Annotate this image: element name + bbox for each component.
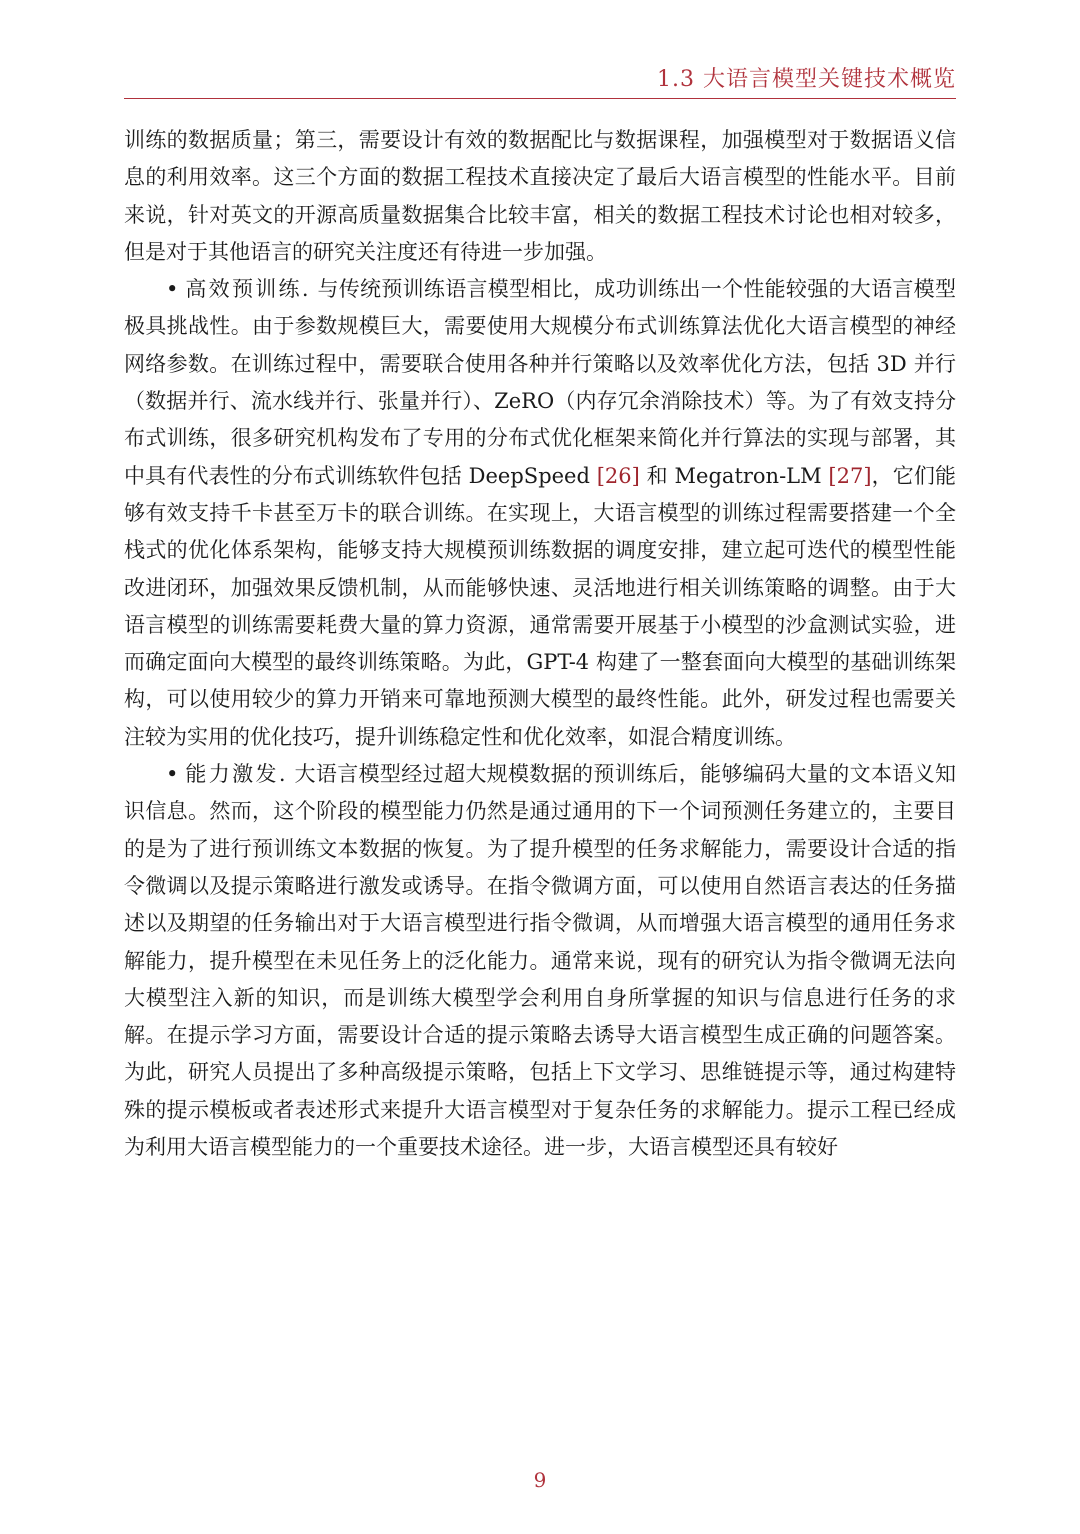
paragraph-capability-elicitation <box>124 756 956 1166</box>
paragraph-text: ，它们能够有效支持千卡甚至万卡的联合训练。在实现上，大语言模型的训练过程需要搭建一个全栈式的优化体系架构，能够支持大规模预训练数据的调度安排，建立起可迭代的模型性能改进闭环，加强效果反馈机制，从而能够快速、灵活地进行相关训练策略的调整。由于大语言模型的训练需要耗费大量的算力资源，通常需要开展基于小模型的沙盒测试实验，进而确定面向大模型的最终训练策略。为此，GPT-4 构建了一整套面向大模型的基础训练架构，可以使用较少的算力开销来可靠地预测大模型的最终性能。此外，研发过程也需要关注较为实用的优化技巧，提升训练稳定性和优化效率，如混合精度训练。 <box>124 463 956 749</box>
running-header <box>124 62 956 99</box>
bullet-marker: • <box>166 762 179 787</box>
citation-link[interactable]: [26] <box>596 463 640 488</box>
bullet-marker: • <box>166 277 179 302</box>
header-title: 1.3 大语言模型关键技术概览 <box>657 67 956 92</box>
page-body <box>124 122 956 1166</box>
paragraph-data-quality: 训练的数据质量；第三，需要设计有效的数据配比与数据课程，加强模型对于数据语义信息的利用效率。这三个方面的数据工程技术直接决定了最后大语言模型的性能水平。目前来说，针对英文的开源高质量数据集合比较丰富，相关的数据工程技术讨论也相对较多，但是对于其他语言的研究关注度还有待进一步加强。 <box>124 128 956 264</box>
citation-link[interactable]: [27] <box>828 463 872 488</box>
paragraph-efficient-pretraining <box>124 271 956 756</box>
bullet-heading: 能力激发. <box>185 762 288 787</box>
bullet-heading: 高效预训练. <box>185 277 311 302</box>
paragraph-text: 与传统预训练语言模型相比，成功训练出一个性能较强的大语言模型极具挑战性。由于参数规模巨大，需要使用大规模分布式训练算法优化大语言模型的神经网络参数。在训练过程中，需要联合使用各种并行策略以及效率优化方法，包括 3D 并行（数据并行、流水线并行、张量并行）、ZeRO（内存冗余消除技术）等。为了有效支持分布式训练，很多研究机构发布了专用的分布式优化框架来简化并行算法的实现与部署，其中具有代表性的分布式训练软件包括 DeepSpeed <box>124 277 956 488</box>
paragraph-text: 大语言模型经过超大规模数据的预训练后，能够编码大量的文本语义知识信息。然而，这个阶段的模型能力仍然是通过通用的下一个词预测任务建立的，主要目的是为了进行预训练文本数据的恢复。为了提升模型的任务求解能力，需要设计合适的指令微调以及提示策略进行激发或诱导。在指令微调方面，可以使用自然语言表达的任务描述以及期望的任务输出对于大语言模型进行指令微调，从而增强大语言模型的通用任务求解能力，提升模型在未见任务上的泛化能力。通常来说，现有的研究认为指令微调无法向大模型注入新的知识，而是训练大模型学会利用自身所掌握的知识与信息进行任务的求解。在提示学习方面，需要设计合适的提示策略去诱导大语言模型生成正确的问题答案。为此，研究人员提出了多种高级提示策略，包括上下文学习、思维链提示等，通过构建特殊的提示模板或者表述形式来提升大语言模型对于复杂任务的求解能力。提示工程已经成为利用大语言模型能力的一个重要技术途径。进一步，大语言模型还具有较好 <box>124 762 956 1160</box>
page-number: 9 <box>533 1468 547 1492</box>
paragraph-text: 和 Megatron-LM <box>639 463 829 488</box>
